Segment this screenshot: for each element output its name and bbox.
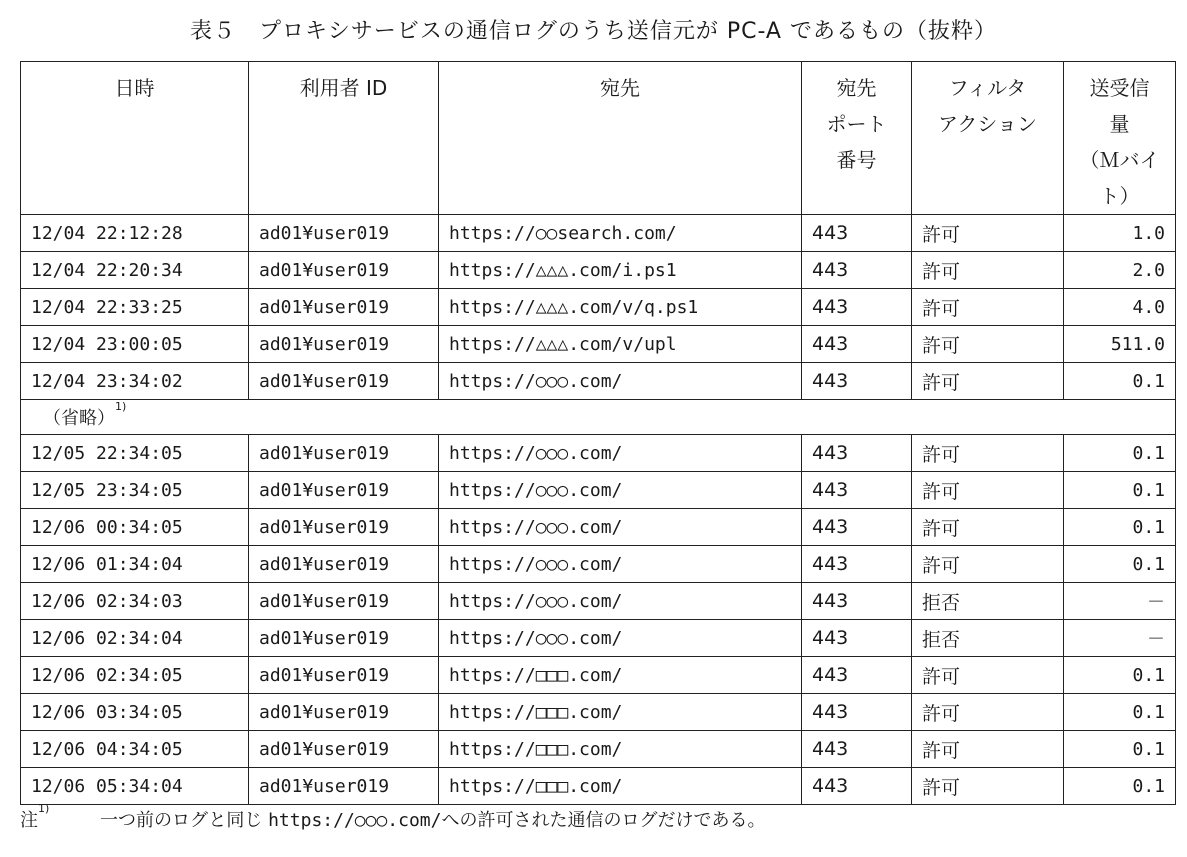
cell-destination: https://○○○.com/ — [439, 435, 802, 472]
cell-time: 12/04 23:34:02 — [21, 363, 249, 400]
cell-port: 443 — [802, 768, 912, 805]
header-qty-line: 送受信 — [1089, 76, 1150, 100]
table-row — [21, 620, 1176, 657]
cell-destination: https://○○search.com/ — [439, 215, 802, 252]
cell-user-id: ad01¥user019 — [249, 657, 439, 694]
cell-time: 12/05 23:34:05 — [21, 472, 249, 509]
cell-transfer-volume: 0.1 — [1064, 435, 1176, 472]
table-title: 表５ プロキシサービスの通信ログのうち送信元が PC-A であるもの（抜粋） — [190, 19, 997, 44]
cell-transfer-volume: 0.1 — [1064, 363, 1176, 400]
cell-port: 443 — [802, 435, 912, 472]
table-row — [21, 657, 1176, 694]
cell-port: 443 — [802, 252, 912, 289]
cell-destination: https://○○○.com/ — [439, 472, 802, 509]
cell-time: 12/06 02:34:05 — [21, 657, 249, 694]
table-row — [21, 583, 1176, 620]
log-rows-after — [21, 435, 1176, 805]
footnote-mark-text: 注 — [20, 810, 38, 831]
header-time: 日時 — [21, 62, 249, 215]
cell-time: 12/06 02:34:04 — [21, 620, 249, 657]
cell-port: 443 — [802, 620, 912, 657]
table-row — [21, 363, 1176, 400]
cell-user-id: ad01¥user019 — [249, 509, 439, 546]
cell-transfer-volume: － — [1064, 620, 1176, 657]
cell-user-id: ad01¥user019 — [249, 546, 439, 583]
table-row — [21, 694, 1176, 731]
cell-user-id: ad01¥user019 — [249, 289, 439, 326]
header-user-id: 利用者 ID — [249, 62, 439, 215]
cell-filter-action: 拒否 — [912, 620, 1064, 657]
cell-destination: https://□□□.com/ — [439, 657, 802, 694]
header-transfer-volume — [1064, 62, 1176, 215]
cell-user-id: ad01¥user019 — [249, 694, 439, 731]
cell-filter-action: 許可 — [912, 768, 1064, 805]
cell-destination: https://○○○.com/ — [439, 620, 802, 657]
cell-port: 443 — [802, 509, 912, 546]
cell-filter-action: 許可 — [912, 289, 1064, 326]
footnote-text-after: への許可された通信のログだけである。 — [441, 810, 766, 831]
cell-filter-action: 許可 — [912, 657, 1064, 694]
omitted-note-mark: 1) — [115, 400, 127, 413]
cell-port: 443 — [802, 472, 912, 509]
cell-destination: https://△△△.com/i.ps1 — [439, 252, 802, 289]
cell-destination: https://○○○.com/ — [439, 509, 802, 546]
cell-time: 12/06 00:34:05 — [21, 509, 249, 546]
cell-port: 443 — [802, 694, 912, 731]
cell-port: 443 — [802, 289, 912, 326]
header-destination: 宛先 — [439, 62, 802, 215]
cell-transfer-volume: 511.0 — [1064, 326, 1176, 363]
cell-user-id: ad01¥user019 — [249, 363, 439, 400]
table-row — [21, 731, 1176, 768]
cell-transfer-volume: 0.1 — [1064, 768, 1176, 805]
table-row — [21, 215, 1176, 252]
cell-filter-action: 許可 — [912, 326, 1064, 363]
footnote-mark — [20, 802, 100, 832]
cell-transfer-volume: 1.0 — [1064, 215, 1176, 252]
cell-time: 12/06 03:34:05 — [21, 694, 249, 731]
cell-user-id: ad01¥user019 — [249, 326, 439, 363]
header-qty-line: 量 — [1109, 112, 1130, 136]
cell-time: 12/04 22:20:34 — [21, 252, 249, 289]
cell-time: 12/06 05:34:04 — [21, 768, 249, 805]
cell-time: 12/06 02:34:03 — [21, 583, 249, 620]
cell-time: 12/06 01:34:04 — [21, 546, 249, 583]
cell-filter-action: 許可 — [912, 215, 1064, 252]
header-action-line: フィルタ — [948, 76, 1027, 100]
cell-port: 443 — [802, 583, 912, 620]
cell-user-id: ad01¥user019 — [249, 583, 439, 620]
table-row — [21, 289, 1176, 326]
cell-transfer-volume: － — [1064, 583, 1176, 620]
cell-time: 12/05 22:34:05 — [21, 435, 249, 472]
cell-destination: https://□□□.com/ — [439, 731, 802, 768]
omitted-row — [21, 400, 1176, 435]
footnote-text-before: 一つ前のログと同じ — [100, 810, 269, 831]
cell-user-id: ad01¥user019 — [249, 215, 439, 252]
cell-filter-action: 許可 — [912, 694, 1064, 731]
cell-destination: https://○○○.com/ — [439, 583, 802, 620]
table-row — [21, 546, 1176, 583]
cell-port: 443 — [802, 546, 912, 583]
cell-transfer-volume: 0.1 — [1064, 694, 1176, 731]
cell-filter-action: 許可 — [912, 546, 1064, 583]
log-rows-before — [21, 215, 1176, 400]
cell-filter-action: 許可 — [912, 731, 1064, 768]
cell-destination: https://○○○.com/ — [439, 546, 802, 583]
cell-user-id: ad01¥user019 — [249, 620, 439, 657]
omitted-section — [21, 400, 1176, 435]
omitted-label: （省略） — [43, 408, 115, 429]
header-port-line: ポート — [826, 112, 887, 136]
cell-time: 12/06 04:34:05 — [21, 731, 249, 768]
cell-filter-action: 許可 — [912, 435, 1064, 472]
cell-destination: https://△△△.com/v/q.ps1 — [439, 289, 802, 326]
table-row — [21, 435, 1176, 472]
header-row — [21, 62, 1176, 215]
proxy-log-table — [20, 61, 1176, 805]
omitted-cell — [21, 400, 1176, 435]
cell-user-id: ad01¥user019 — [249, 435, 439, 472]
cell-time: 12/04 22:12:28 — [21, 215, 249, 252]
cell-user-id: ad01¥user019 — [249, 731, 439, 768]
table-row — [21, 509, 1176, 546]
cell-filter-action: 許可 — [912, 472, 1064, 509]
cell-destination: https://○○○.com/ — [439, 363, 802, 400]
cell-time: 12/04 23:00:05 — [21, 326, 249, 363]
footnote-mark-num: 1) — [38, 802, 50, 815]
cell-port: 443 — [802, 215, 912, 252]
footnote-url: https://○○○.com/ — [268, 810, 442, 831]
cell-filter-action: 許可 — [912, 252, 1064, 289]
cell-transfer-volume: 4.0 — [1064, 289, 1176, 326]
table-row — [21, 472, 1176, 509]
header-port-line: 宛先 — [836, 76, 877, 100]
cell-user-id: ad01¥user019 — [249, 472, 439, 509]
cell-user-id: ad01¥user019 — [249, 252, 439, 289]
cell-transfer-volume: 0.1 — [1064, 731, 1176, 768]
cell-transfer-volume: 0.1 — [1064, 472, 1176, 509]
cell-destination: https://□□□.com/ — [439, 768, 802, 805]
header-qty-line: （Ｍバイ — [1079, 148, 1160, 172]
cell-destination: https://□□□.com/ — [439, 694, 802, 731]
footnote — [20, 802, 766, 832]
cell-time: 12/04 22:33:25 — [21, 289, 249, 326]
header-qty-line: ト） — [1099, 184, 1140, 208]
cell-transfer-volume: 0.1 — [1064, 546, 1176, 583]
cell-port: 443 — [802, 731, 912, 768]
cell-port: 443 — [802, 326, 912, 363]
cell-transfer-volume: 0.1 — [1064, 657, 1176, 694]
cell-user-id: ad01¥user019 — [249, 768, 439, 805]
cell-filter-action: 許可 — [912, 509, 1064, 546]
cell-port: 443 — [802, 657, 912, 694]
cell-destination: https://△△△.com/v/upl — [439, 326, 802, 363]
header-action-line: アクション — [938, 112, 1037, 136]
table-row — [21, 326, 1176, 363]
cell-filter-action: 拒否 — [912, 583, 1064, 620]
header-filter-action — [912, 62, 1064, 215]
header-destination-port — [802, 62, 912, 215]
header-port-line: 番号 — [836, 148, 877, 172]
table-row — [21, 252, 1176, 289]
table-row — [21, 768, 1176, 805]
cell-transfer-volume: 2.0 — [1064, 252, 1176, 289]
cell-filter-action: 許可 — [912, 363, 1064, 400]
cell-port: 443 — [802, 363, 912, 400]
cell-transfer-volume: 0.1 — [1064, 509, 1176, 546]
